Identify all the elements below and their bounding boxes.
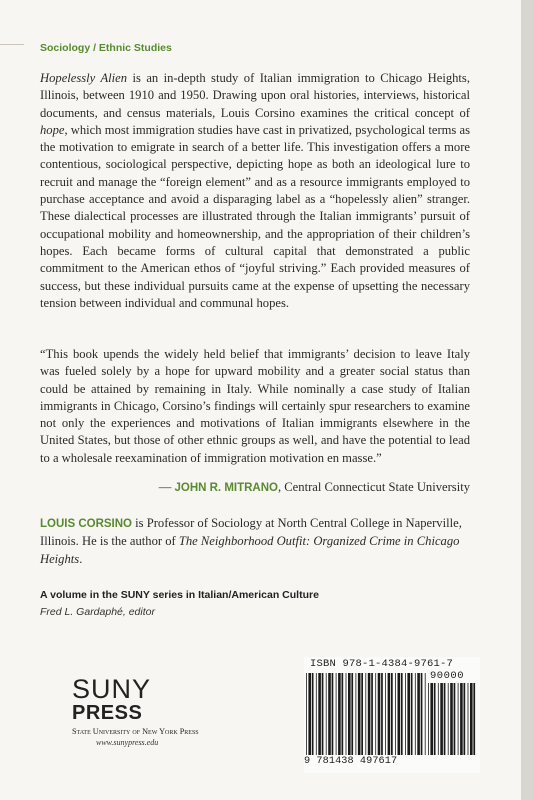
barcode-bar: [464, 683, 466, 755]
barcode-bar: [306, 673, 307, 755]
barcode-bar: [381, 673, 383, 755]
publisher-website: www.sunypress.edu: [96, 738, 159, 747]
barcode-bar: [332, 673, 334, 755]
barcode-bar: [430, 683, 433, 755]
barcode-bar: [356, 673, 357, 755]
barcode-bar: [388, 673, 391, 755]
barcode-bar: [458, 683, 459, 755]
barcode-bar: [407, 673, 410, 755]
barcode-bar: [425, 673, 426, 755]
barcode-bar: [358, 673, 361, 755]
hope-italic: hope: [40, 122, 65, 137]
barcode-bar: [434, 683, 436, 755]
endorsement-attribution: [40, 480, 470, 495]
bio-text-2: .: [79, 551, 83, 566]
top-rule: [0, 44, 24, 45]
barcode-bar: [395, 673, 396, 755]
category-label: Sociology / Ethnic Studies: [40, 42, 172, 54]
barcode-bar: [417, 673, 420, 755]
barcode-bar: [411, 673, 413, 755]
barcode-bar: [342, 673, 344, 755]
barcode-bar: [448, 683, 449, 755]
publisher-full-name: State University of New York Press: [72, 727, 199, 736]
barcode-bar: [326, 673, 327, 755]
logo-press: PRESS: [72, 702, 143, 724]
barcode-bar: [371, 673, 373, 755]
barcode-bar: [468, 683, 469, 755]
barcode-bar: [348, 673, 351, 755]
description-part-2: , which most immigration studies have cast in privatized, psychological terms as the motivation to emigrate in search of a better life. This investigation offers a more contentious, sociological perspective, depicting hope as both an ideological lure to recruit and manage the “foreign element” and as a resource immigrants employed to purchase acceptance and avoid a disparaging label as a “hopelessly alien” stranger. These dialectical processes are illustrated through the Italian immigrants’ pursuit of occupational mobility and homeownership, and the appropriation of their children’s hopes. Each became forms of cultural capital that demonstrated a public commitment to the American ethos of “joyful striving.” Each provided measures of success, but these individual pursuits came at the expense of upsetting the necessary tension between individual and communal hopes.: [40, 122, 470, 310]
author-previous-book: The Neighborhood Outfit: Organized Crime in Chicago Heights: [40, 534, 460, 566]
barcode-bar: [401, 673, 403, 755]
barcode-bar: [473, 683, 475, 755]
spine-edge: [521, 0, 533, 800]
price-barcode-icon: [428, 683, 476, 755]
barcode-bar: [415, 673, 416, 755]
series-line: A volume in the SUNY series in Italian/American Culture: [40, 589, 319, 601]
barcode-bar: [460, 683, 463, 755]
barcode-bar: [391, 673, 393, 755]
barcode-bar: [375, 673, 376, 755]
logo-suny: SUNY: [72, 674, 152, 704]
barcode-bar: [351, 673, 353, 755]
barcode-bar: [318, 673, 321, 755]
barcode-bar: [398, 673, 401, 755]
barcode-bar: [470, 683, 473, 755]
author-name: LOUIS CORSINO: [40, 518, 133, 530]
endorser-affiliation: , Central Connecticut State University: [277, 480, 470, 494]
barcode-digits: 9 781438 497617: [304, 756, 398, 767]
bio-text-1: is Professor of Sociology at North Central College in Naperville, Illinois. He is the author of: [40, 516, 462, 549]
isbn-label: ISBN 978-1-4384-9761-7: [310, 658, 454, 670]
barcode-bar: [361, 673, 363, 755]
book-title-italic: Hopelessly Alien: [40, 71, 128, 85]
barcode-bar: [322, 673, 324, 755]
barcode-bar: [450, 683, 453, 755]
barcode-bar: [440, 683, 443, 755]
barcode-block: [304, 657, 480, 773]
barcode-bar: [328, 673, 331, 755]
attribution-dash: —: [158, 480, 175, 494]
barcode-bar: [336, 673, 337, 755]
author-bio: [40, 515, 470, 568]
barcode-bar: [428, 683, 429, 755]
barcode-bar: [316, 673, 317, 755]
endorser-name: JOHN R. MITRANO: [174, 482, 278, 494]
barcode-bar: [368, 673, 371, 755]
price-code: 90000: [430, 670, 465, 682]
book-description: [40, 70, 470, 312]
series-editor: Fred L. Gardaphé, editor: [40, 606, 155, 618]
barcode-bar: [308, 673, 311, 755]
description-part-1: is an in-depth study of Italian immigration to Chicago Heights, Illinois, between 1910 and 1950. Drawing upon oral histories, interviews, historical documents, and census materials, Louis Corsino examines the critical concept of: [40, 71, 470, 120]
barcode-bar: [312, 673, 314, 755]
barcode-bar: [405, 673, 406, 755]
barcode-bar: [385, 673, 386, 755]
barcode-bar: [346, 673, 347, 755]
endorsement-quote: “This book upends the widely held belief that immigrants’ decision to leave Italy was fueled solely by a hope for upward mobility and a greater social status than could be attained by remaining in Italy. While nominally a case study of Italian immigrants in Chicago, Corsino’s findings will certainly spur researchers to examine not only the experiences and motivations of Italian immigrants elsewhere in the United States, but those of other ethnic groups as well, and have the potential to lead to a wholesale reexamination of immigration motivation en masse.”: [40, 347, 470, 465]
barcode-bar: [444, 683, 446, 755]
barcode-bar: [454, 683, 456, 755]
barcode-bar: [338, 673, 341, 755]
barcode-bar: [365, 673, 366, 755]
isbn-barcode-icon: [306, 673, 426, 755]
barcode-bar: [421, 673, 423, 755]
publisher-logo: [72, 676, 232, 747]
barcode-bar: [438, 683, 439, 755]
barcode-bar: [378, 673, 381, 755]
